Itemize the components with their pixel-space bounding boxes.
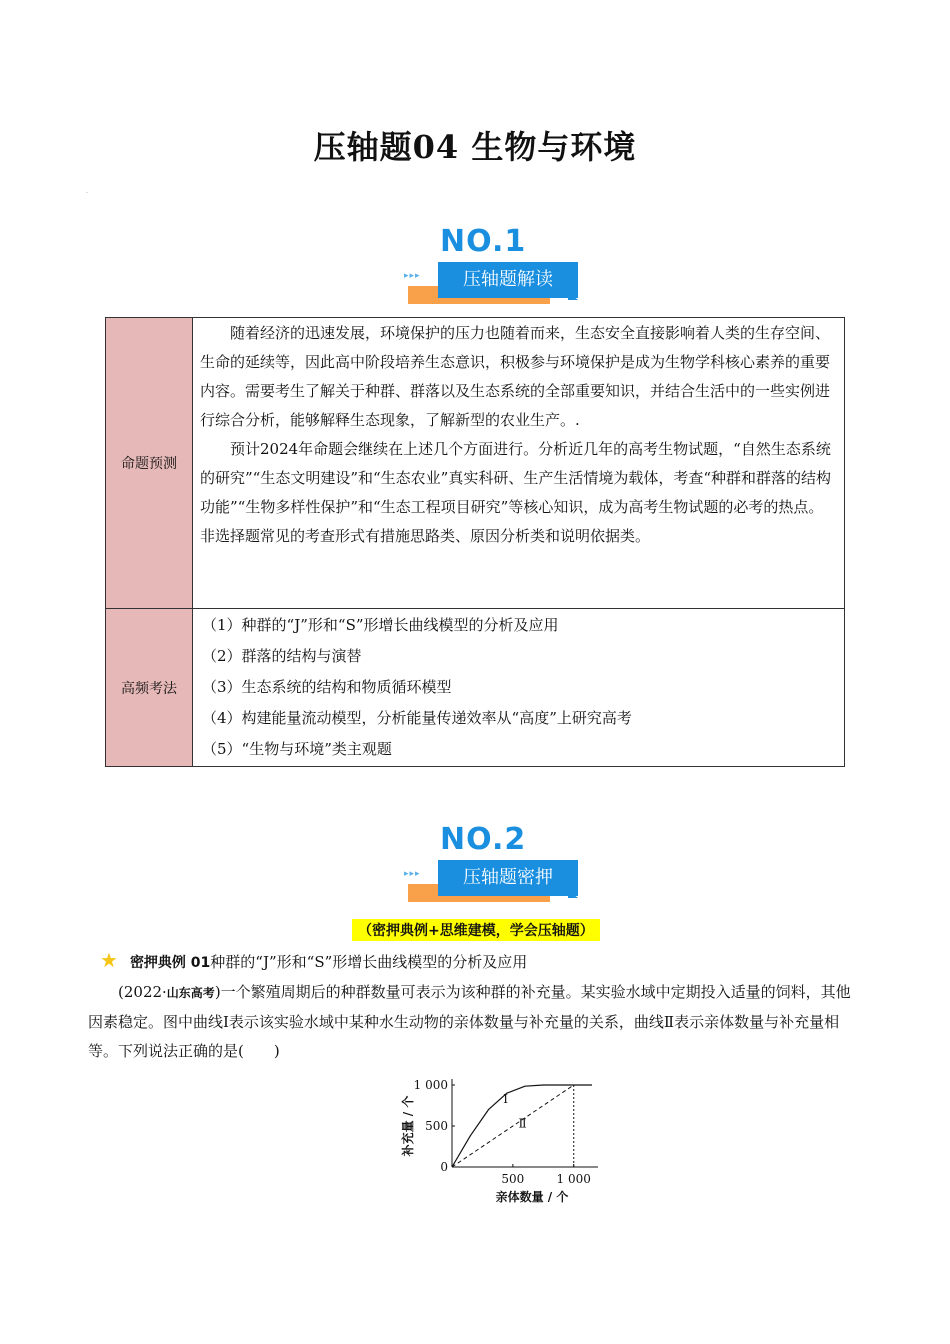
- section-badge-1: [404, 224, 604, 316]
- badge-corner: [568, 292, 578, 300]
- y-axis-label: 补充量 / 个: [401, 1095, 415, 1157]
- example-label: 密押典例 01: [129, 955, 211, 971]
- prediction-paragraph: 随着经济的迅速发展，环境保护的压力也随着而来，生态安全直接影响着人类的生存空间、生命的延续等，因此高中阶段培养生态意识，积极参与环境保护是成为生物学科核心素养的重要内容。需要考生了解关于种群、群落以及生态系统的全部重要知识，并结合生活中的一些实例进行综合分析，能够解释生态现象，了解新型的农业生产。.: [200, 324, 831, 429]
- row-head-prediction: 命题预测: [106, 318, 193, 609]
- source-prefix: (2022·: [118, 983, 167, 1001]
- prediction-paragraph: 预计2024年命题会继续在上述几个方面进行。分析近几年的高考生物试题，“自然生态系统的研究”“生态文明建设”和“生态农业”真实科研、生产生活情境为载体，考查“种群和群落的结构功能”“生物多样性保护”和“生态工程项目研究”等核心知识，成为高考生物试题的必考的热点。非选择题常见的考查形式有措施思路类、原因分析类和说明依据类。: [200, 440, 832, 545]
- stray-mark: ·: [86, 190, 88, 197]
- table-row: [106, 318, 845, 609]
- y-tick-label: 500: [425, 1119, 448, 1133]
- frequent-cell: [193, 609, 845, 767]
- list-item: （3）生态系统的结构和物质循环模型: [202, 678, 452, 696]
- section-badge-2: [404, 822, 604, 914]
- y-tick-label: 0: [440, 1160, 448, 1174]
- prediction-cell: [193, 318, 845, 609]
- question-text: [88, 978, 864, 1066]
- arrows-icon: ▸▸▸: [404, 869, 421, 879]
- badge-label: 压轴题密押: [438, 860, 578, 896]
- series-line-2: [452, 1085, 574, 1167]
- x-tick-label: 1 000: [556, 1172, 591, 1186]
- analysis-table: [105, 317, 845, 767]
- series-label-1: Ⅰ: [503, 1092, 508, 1107]
- badge-corner: [568, 890, 578, 898]
- example-topic: 种群的“J”形和“S”形增长曲线模型的分析及应用: [210, 953, 528, 971]
- source-suffix: ): [214, 983, 221, 1001]
- star-icon: ★: [100, 948, 118, 972]
- list-item: （4）构建能量流动模型，分析能量传递效率从“高度”上研究高考: [202, 709, 632, 727]
- page-title: 压轴题04 生物与环境: [313, 128, 637, 166]
- badge-number: NO.2: [440, 822, 527, 857]
- badge-number: NO.1: [440, 224, 527, 259]
- y-tick-label: 1 000: [413, 1078, 448, 1092]
- x-axis-label: 亲体数量 / 个: [495, 1190, 569, 1204]
- list-item: （5）“生物与环境”类主观题: [202, 740, 392, 758]
- row-head-frequent: 高频考法: [106, 609, 193, 767]
- list-item: （2）群落的结构与演替: [202, 647, 362, 665]
- table-row: [106, 609, 845, 767]
- source-label: 山东高考: [166, 986, 215, 1000]
- highlight-subtitle: （密押典例+思维建模，学会压轴题）: [352, 919, 600, 941]
- series-label-2: Ⅱ: [518, 1116, 527, 1131]
- question-body: 一个繁殖周期后的种群数量可表示为该种群的补充量。某实验水域中定期投入适量的饲料，其他因素稳定。图中曲线Ⅰ表示该实验水域中某种水生动物的亲体数量与补充量的关系，曲线Ⅱ表示亲体数量与补充量相等。下列说法正确的是( ): [88, 983, 851, 1060]
- example-heading: [100, 948, 527, 975]
- badge-label: 压轴题解读: [438, 262, 578, 298]
- supplement-chart: [390, 1065, 600, 1205]
- arrows-icon: ▸▸▸: [404, 271, 421, 281]
- list-item: （1）种群的“J”形和“S”形增长曲线模型的分析及应用: [202, 616, 559, 634]
- x-tick-label: 500: [501, 1172, 525, 1186]
